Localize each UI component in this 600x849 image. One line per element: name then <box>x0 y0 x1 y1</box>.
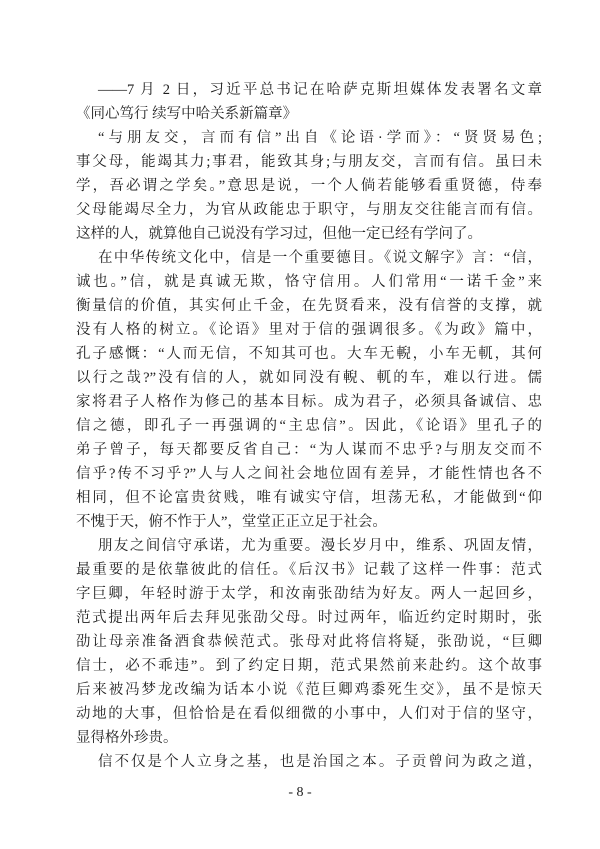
text-line-7: 这样的人，就算他自己说没有学习过，但他一定已经有学问了。 <box>76 226 482 242</box>
text-line-12: 孔子感慨：“人而无信，不知其可也。大车无輗，小车无軏，其何 <box>76 346 542 362</box>
text-line-29: 信不仅是个人立身之基，也是治国之本。子贡曾问为政之道， <box>98 754 542 770</box>
text-line-19: 不愧于天，俯不怍于人”，堂堂正正立足于社会。 <box>76 514 387 530</box>
text-line-2: 《同心笃行 续写中哈关系新篇章》 <box>76 106 298 122</box>
text-line-26: 后来被冯梦龙改编为话本小说《范巨卿鸡黍死生交》，虽不是惊天 <box>76 682 542 698</box>
text-line-1: ——7 月 2 日，习近平总书记在哈萨克斯坦媒体发表署名文章 <box>98 82 542 98</box>
text-line-16: 弟子曾子，每天都要反省自己：“为人谋而不忠乎?与朋友交而不 <box>76 442 542 458</box>
text-line-21: 最重要的是依靠彼此的信任。《后汉书》记载了这样一件事：范式 <box>76 562 542 578</box>
text-line-6: 父母能竭尽全力，为官从政能忠于职守，与朋友交往能言而有信。 <box>76 202 542 218</box>
document-body <box>76 78 542 774</box>
text-line-23: 范式提出两年后去拜见张劭父母。时过两年，临近约定时期时，张 <box>76 610 542 626</box>
text-line-13: 以行之哉?”没有信的人，就如同没有輗、軏的车，难以行进。儒 <box>76 370 542 386</box>
text-line-9: 诚也。”信，就是真诚无欺，恪守信用。人们常用“一诺千金”来 <box>76 274 542 290</box>
text-line-5: 学，吾必谓之学矣。”意思是说，一个人倘若能够看重贤德，侍奉 <box>76 178 542 194</box>
text-line-20: 朋友之间信守承诺，尤为重要。漫长岁月中，维系、巩固友情， <box>98 538 542 554</box>
text-line-22: 字巨卿，年轻时游于太学，和汝南张劭结为好友。两人一起回乡， <box>76 586 542 602</box>
text-line-15: 信之德，即孔子一再强调的“主忠信”。因此，《论语》里孔子的 <box>76 418 542 434</box>
text-line-25: 信士，必不乖违”。到了约定日期，范式果然前来赴约。这个故事 <box>76 658 542 674</box>
text-line-4: 事父母，能竭其力;事君，能致其身;与朋友交，言而有信。虽曰未 <box>76 154 542 170</box>
text-line-27: 动地的大事，但恰恰是在看似细微的小事中，人们对于信的坚守， <box>76 706 542 722</box>
page-number: - 8 - <box>288 785 312 800</box>
text-line-28: 显得格外珍贵。 <box>76 730 178 746</box>
text-line-18: 相同，但不论富贵贫贱，唯有诚实守信，坦荡无私，才能做到“仰 <box>76 490 542 506</box>
text-line-11: 没有人格的树立。《论语》里对于信的强调很多。《为政》篇中， <box>76 322 542 338</box>
text-line-24: 劭让母亲准备酒食恭候范式。张母对此将信将疑，张劭说，“巨卿 <box>76 634 542 650</box>
text-line-10: 衡量信的价值，其实何止千金，在先贤看来，没有信誉的支撑，就 <box>76 298 542 314</box>
text-line-14: 家将君子人格作为修己的基本目标。成为君子，必须具备诚信、忠 <box>76 394 542 410</box>
text-line-8: 在中华传统文化中，信是一个重要德目。《说文解字》言：“信， <box>98 250 542 266</box>
text-line-17: 信乎?传不习乎?”人与人之间社会地位固有差异，才能性情也各不 <box>76 466 542 482</box>
text-line-3: “与朋友交，言而有信”出自《论语·学而》：“贤贤易色; <box>98 130 542 146</box>
